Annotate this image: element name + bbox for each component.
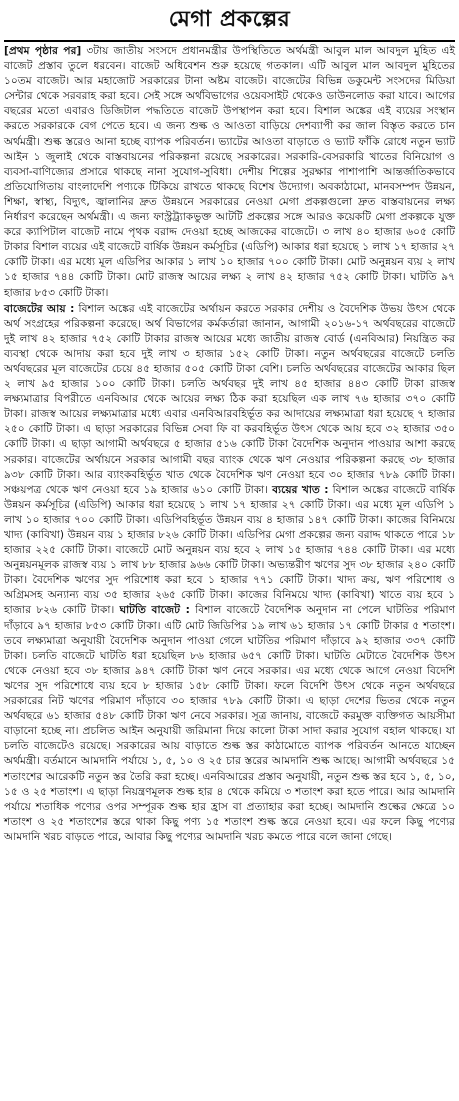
- paragraph-text: ৩টায় জাতীয় সংসদে প্রধানমন্ত্রীর উপস্থিতিতে অর্থমন্ত্রী আবুল মাল আবদুল মুহিত এই বাজেট প্রস্তাব তুলে ধরবেন। বাজেট অধিবেশন শুরু হয়েছে গতকাল। এটি আবুল মাল আবদুল মুহিতের ১০তম বাজেট। আর মহাজোট সরকারের টানা অষ্টম বাজেট। বাজেটের বিভিন্ন ডকুমেন্ট সংসদের মিডিয়া সেন্টার থেকে সরবরাহ করা হবে। সেই সঙ্গে অর্থবিভাগের ওয়েবসাইট থেকেও ডাউনলোড করা যাবে। আগের বছরের মতো এবারও ডিজিটাল পদ্ধতিতে বাজেট উপস্থাপন করা হবে। বিশাল অঙ্কের এই ব্যয়ের সংস্থান করতে সরকারকে বেগ পেতে হবে। এ জন্য শুল্ক ও আওতা বাড়িয়ে দেশব্যাপী কর জাল বিস্তৃত করতে চান অর্থমন্ত্রী। শুল্ক স্তরেও আনা হচ্ছে ব্যাপক পরিবর্তন। ভ্যাটের আওতা বাড়াতে ও ভ্যাট ফাঁকি রোধে নতুন ভ্যাট আইন ১ জুলাই থেকে বাস্তবায়নের পরিকল্পনা রয়েছে সরকারের। সরকারি-বেসরকারি খাতের বিনিয়োগ ও ব্যবসা-বাণিজ্যের প্রসারে থাকছে নানা সুযোগ-সুবিধা। দেশীয় শিল্পের সুরক্ষার পাশাপাশি আন্তর্জাতিকভাবে প্রতিযোগিতায় বাংলাদেশি পণ্যকে টিকিয়ে রাখতে থাকছে বিশেষ উদ্যোগ। অবকাঠামো, মানবসম্পদ উন্নয়ন, শিক্ষা, স্বাস্থ্য, বিদ্যুৎ, জ্বালানির দ্রুত উন্নয়নে সরকারের নেওয়া মেগা প্রকল্পগুলো দ্রুত বাস্তবায়নের লক্ষ্য নির্ধারণ করেছেন অর্থমন্ত্রী। এ জন্য ফাস্ট্রট্র্যাকভুক্ত আটটি প্রকল্পের সঙ্গে আরও কয়েকটি মেগা প্রকল্পকে যুক্ত করে ক্যাপিটাল বাজেট নামে পৃথক বরাদ্দ দেওয়া হচ্ছে আজকের বাজেটে। ৩ লাখ ৪০ হাজার ৬০৫ কোটি টাকার বিশাল ব্যয়ের এই বাজেটে বার্ষিক উন্নয়ন কর্মসূচির (এডিপি) আকার ধরা হয়েছে ১ লাখ ১৭ হাজার ২৭ কোটি টাকা। এর মধ্যে মূল এডিপির আকার ১ লাখ ১০ হাজার ৭০০ কোটি টাকা। মোট অনুন্নয়ন ব্যয় ২ লাখ ১৫ হাজার ৭৪৪ কোটি টাকা। মোট রাজস্ব আয়ের লক্ষ্য ২ লাখ ৪২ হাজার ৭৫২ কোটি টাকা। ঘাটতি ৯৭ হাজার ৮৫৩ কোটি টাকা।: [4, 45, 455, 299]
- paragraph-text: বিশাল অঙ্কের এই বাজেটের অর্থায়ন করতে সরকার দেশীয় ও বৈদেশিক উভয় উৎস থেকে অর্থ সংগ্রহের পরিকল্পনা করেছে। অর্থ বিভাগের কর্মকর্তারা জানান, আগামী ২০১৬-১৭ অর্থবছরের বাজেটে দুই লাখ ৪২ হাজার ৭৫২ কোটি টাকার রাজস্ব আয়ের মধ্যে জাতীয় রাজস্ব বোর্ড (এনবিআর) নিয়ন্ত্রিত কর ব্যবস্থা থেকে আদায় করা হবে দুই লাখ ৩ হাজার ১৫২ কোটি টাকা। নতুন অর্থবছরের বাজেটে চলতি অর্থবছরের মূল বাজেটের চেয়ে ৪৫ হাজার ৫০৫ কোটি টাকা বেশি। চলতি অর্থবছরের বাজেটের আকার ছিল ২ লাখ ৯৫ হাজার ১০০ কোটি টাকা। চলতি অর্থবছর দুই লাখ ৪৫ হাজার ৪৪৩ কোটি টাকা রাজস্ব লক্ষ্যমাত্রার বিপরীতে এনবিআর থেকে আয়ের লক্ষ্য ঠিক করা হয়েছিল এক লাখ ৭৬ হাজার ৩৭০ কোটি টাকা। রাজস্ব আয়ের লক্ষ্যমাত্রার মধ্যে এবার এনবিআরবহির্ভূত কর আদায়ের লক্ষ্যমাত্রা ধরা হয়েছে ৭ হাজার ২৫০ কোটি টাকা। এ ছাড়া সরকারের বিভিন্ন সেবা ফি বা করবহির্ভূত উৎস থেকে আয় হবে ৩২ হাজার ৩৫০ কোটি টাকা। এ ছাড়া আগামী অর্থবছরে ৫ হাজার ৫১৬ কোটি টাকা বৈদেশিক অনুদান পাওয়ার আশা করছে সরকার। বাজেটের অর্থায়নে সরকার আগামী বছর ব্যাংক থেকে ঋণ নেওয়ার পরিকল্পনা করছে ৩৮ হাজার ৯৩৮ কোটি টাকা। আর ব্যাংকবহির্ভূত খাত থেকে বৈদেশিক ঋণ নেওয়া হবে ৩০ হাজার ৭৮৯ কোটি টাকা। সঞ্চয়পত্র থেকে ঋণ নেওয়া হবে ১৯ হাজার ৬১০ কোটি টাকা।: [4, 302, 455, 496]
- article-headline: মেগা প্রকল্পের: [168, 6, 291, 32]
- headline-area: [4, 0, 455, 40]
- article-paragraph-revenue: [4, 302, 455, 845]
- article-paragraph-intro: [4, 44, 455, 301]
- paragraph-text: বিশাল বাজেটে বৈদেশিক অনুদান না পেলে ঘাটতির পরিমাণ দাঁড়াবে ৯৭ হাজার ৮৫৩ কোটি টাকা। এটি মোট জিডিপির ১৯ লাখ ৬১ হাজার ১৭ কোটি টাকার ৫ শতাংশ। তবে লক্ষ্যমাত্রা অনুযায়ী বৈদেশিক অনুদান পাওয়া গেলে ঘাটতির পরিমাণ দাঁড়াবে ৯২ হাজার ৩৩৭ কোটি টাকা। চলতি বাজেটে ঘাটতি ধরা হয়েছিল ৮৬ হাজার ৬৫৭ কোটি টাকা। ঘাটতি মেটাতে বৈদেশিক উৎস থেকে নেওয়া হবে ৩৮ হাজার ৯৪৭ কোটি টাকা ঋণ নেবে সরকার। এর মধ্যে থেকে আগে নেওয়া বিদেশি ঋণের সুদ পরিশোধে ব্যয় হবে ৮ হাজার ১৫৮ কোটি টাকা। ফলে বিদেশি উৎস থেকে নতুন অর্থবছরে সরকারের নিট ঋণের পরিমাণ দাঁড়াবে ৩০ হাজার ৭৮৯ কোটি টাকা। এ ছাড়া দেশের ভিতর থেকে নতুন অর্থবছরে ৬১ হাজার ৫৪৮ কোটি টাকা ঋণ নেবে সরকার। সূত্র জানায়, বাজেটে করমুক্ত ব্যক্তিগত আয়সীমা বাড়ানো হচ্ছে না। প্রচলিত আইন অনুযায়ী জরিমানা দিয়ে কালো টাকা সাদা করার সুযোগ বহাল থাকছে। যা চলতি বাজেটেও রয়েছে। সরকারের আয় বাড়াতে শুল্ক স্তর কাঠামোতে ব্যাপক পরিবর্তন আনতে যাচ্ছেন অর্থমন্ত্রী। বর্তমানে আমদানি পর্যায়ে ১, ৫, ১০ ও ২৫ চার স্তরের আমদানি শুল্ক আছে। আগামী অর্থবছরে ১৫ শতাংশের আরেকটি নতুন স্তর তৈরি করা হচ্ছে। এনবিআরের প্রস্তাব অনুযায়ী, নতুন শুল্ক স্তর হবে ১, ৫, ১০, ১৫ ও ২৫ শতাংশ। এ ছাড়া নিয়ন্ত্রণমূলক শুল্ক হার ৪ থেকে কমিয়ে ৩ শতাংশ করা হতে পারে। আর আমদানি পর্যায়ে শতাধিক পণ্যের ওপর সম্পূরক শুল্ক হার হ্রাস বা প্রত্যাহার করা হচ্ছে। আমদানি শুল্কের ক্ষেত্রে ১০ শতাংশ ও ২৫ শতাংশের স্তরে থাকা কিছু পণ্য ১৫ শতাংশ শুল্ক স্তরে নেওয়া হবে। এর ফলে কিছু পণ্যের আমদানি খরচ বাড়তে পারে, আবার কিছু পণ্যের আমদানি খরচ কমতে পারে বলে জানা গেছে।: [4, 604, 455, 843]
- expenditure-subhead: ব্যয়ের খাত :: [272, 483, 329, 496]
- continued-from-front-page-label: [প্রথম পৃষ্ঠার পর]: [4, 45, 82, 57]
- revenue-subhead: বাজেটের আয় :: [4, 302, 75, 315]
- article-body: [4, 44, 455, 845]
- deficit-subhead: ঘাটতি বাজেট :: [119, 604, 190, 617]
- paragraph-text: বিশাল অঙ্কের বাজেটে বার্ষিক উন্নয়ন কর্মসূচির (এডিপি) আকার ধরা হয়েছে ১ লাখ ১৭ হাজার ২৭ কোটি টাকা। এর মধ্যে মূল এডিপি ১ লাখ ১০ হাজার ৭০০ কোটি টাকা। এডিপিবহির্ভূত উন্নয়ন ব্যয় ৪ হাজার ১৪৭ কোটি টাকা। কাজের বিনিময়ে খাদ্য (কাবিখা) উন্নয়ন ব্যয় ১ হাজার ৮২৬ কোটি টাকা। এডিপির মেগা প্রকল্পের জন্য বরাদ্দ থাকতে পারে ১৮ হাজার ২২৫ কোটি টাকা। বাজেটে মোট অনুন্নয়ন ব্যয় হবে ২ লাখ ১৫ হাজার ৭৪৪ কোটি টাকা। এর মধ্যে অনুন্নয়নমূলক রাজস্ব ব্যয় ১ লাখ ৮৮ হাজার ৯৬৬ কোটি টাকা। অভ্যন্তরীণ ঋণের সুদ ৩৮ হাজার ২৪০ কোটি টাকা। বৈদেশিক ঋণের সুদ পরিশোধ করা হবে ১ হাজার ৭৭১ কোটি টাকা। খাদ্য ক্রয়, ঋণ পরিশোধ ও অগ্রিমসহ অন্যান্য ব্যয় ৩৫ হাজার ২৬৫ কোটি টাকা। কাজের বিনিময়ে খাদ্য (কাবিখা) খাতে ব্যয় হবে ১ হাজার ৮২৬ কোটি টাকা।: [4, 483, 455, 617]
- headline-rule: [4, 40, 455, 42]
